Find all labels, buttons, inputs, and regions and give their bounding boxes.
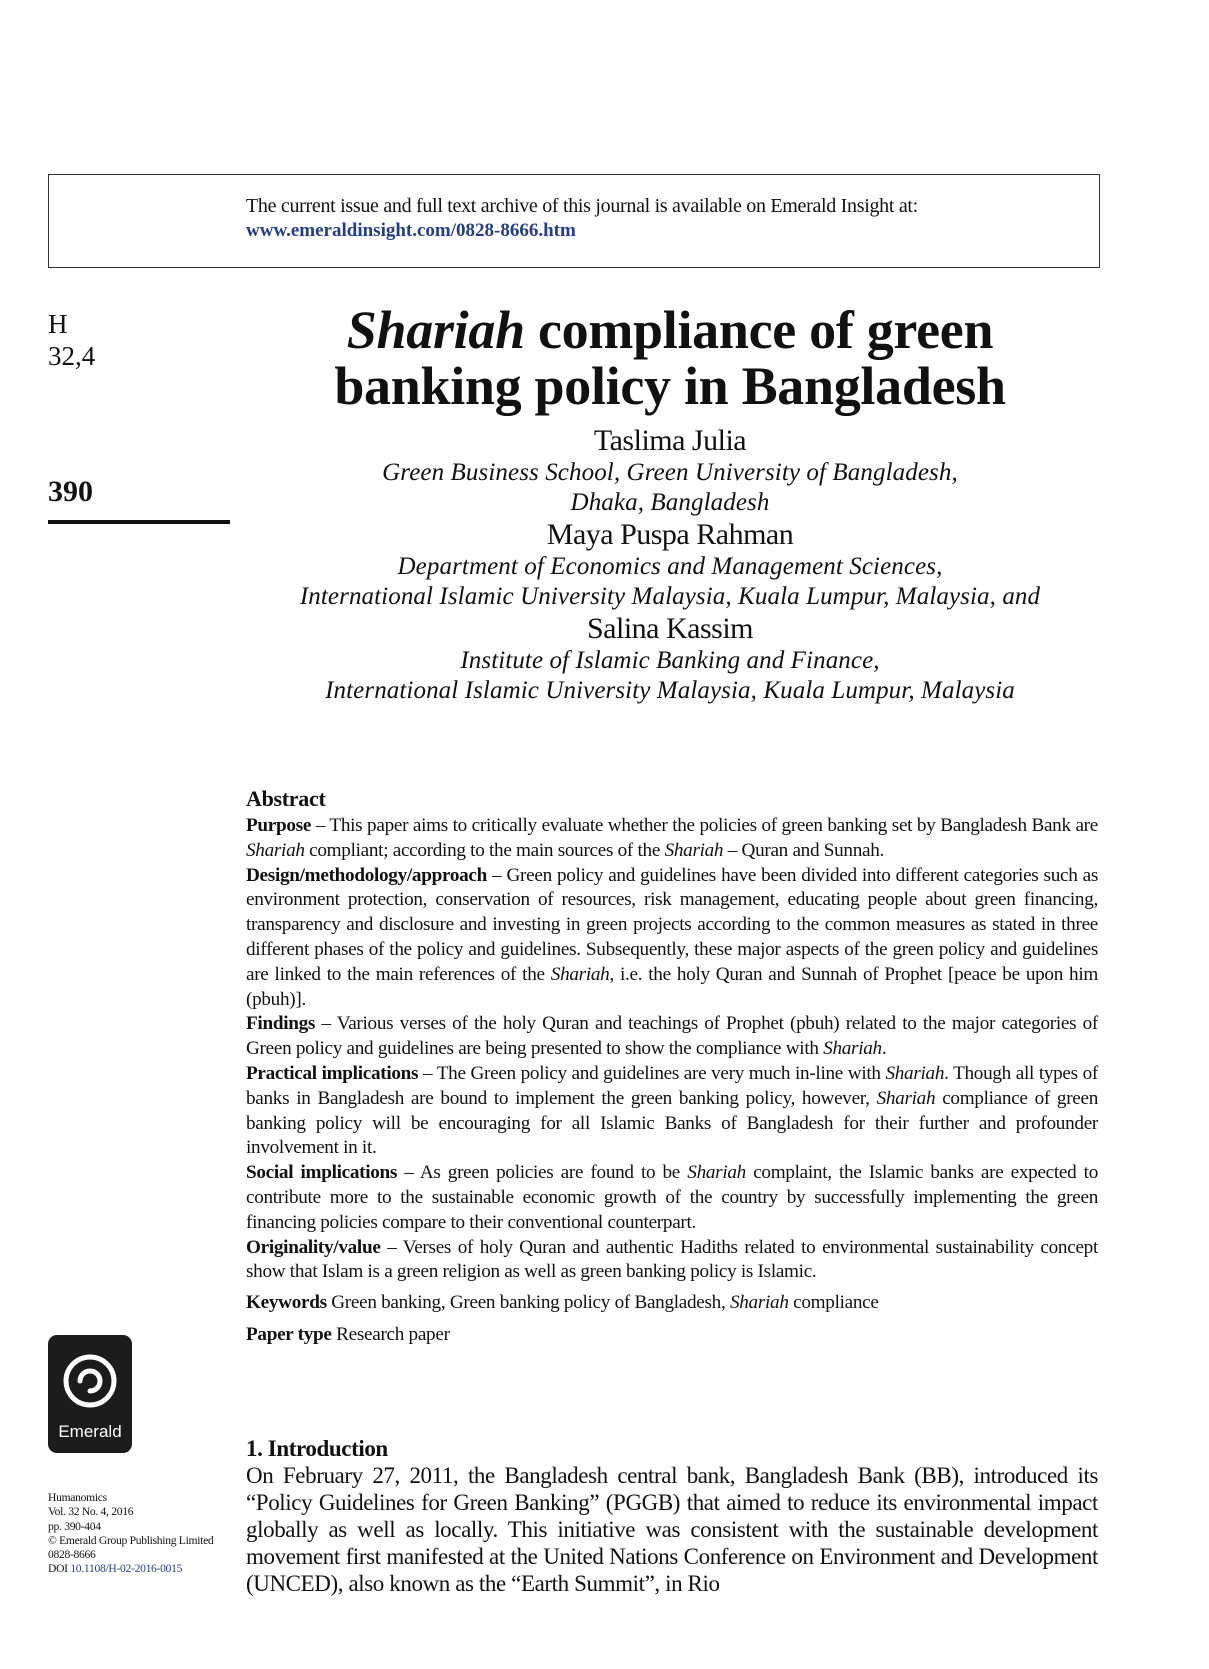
author-affiliation: Green Business School, Green University of Bangladesh, — [382, 459, 958, 486]
title-line-1-rest: compliance of green — [524, 300, 994, 360]
margin-divider — [48, 520, 230, 524]
abstract-label: Findings — [246, 1013, 316, 1035]
keywords-label: Keywords — [246, 1292, 327, 1314]
abstract-originality — [246, 1236, 1098, 1286]
abstract-text: . — [881, 1038, 887, 1060]
introduction-heading: 1. Introduction — [246, 1436, 388, 1461]
abstract-text: – As green policies are found to be — [397, 1162, 688, 1184]
author-affiliation: International Islamic University Malaysia, Kuala Lumpur, Malaysia — [325, 677, 1015, 704]
abstract-label: Design/methodology/approach — [246, 864, 488, 886]
pub-publisher: © Emerald Group Publishing Limited — [48, 1533, 214, 1547]
abstract-design — [246, 864, 1098, 1013]
pub-issn: 0828-8666 — [48, 1548, 96, 1562]
author-affiliation: Institute of Islamic Banking and Finance, — [460, 647, 880, 674]
keywords-text: Green banking, Green banking policy of Bangladesh, — [326, 1292, 730, 1314]
title-italic-word: Shariah — [346, 300, 525, 360]
journal-archive-link[interactable]: www.emeraldinsight.com/0828-8666.htm — [246, 220, 576, 241]
title-line-2: banking policy in Bangladesh — [334, 356, 1006, 416]
volume-issue: 32,4 — [48, 341, 96, 371]
author-affiliation: Dhaka, Bangladesh — [570, 489, 770, 516]
abstract-italic: Shariah — [246, 839, 305, 861]
emerald-logo — [48, 1335, 132, 1453]
emerald-swirl-icon — [60, 1349, 120, 1415]
abstract-practical-implications — [246, 1062, 1098, 1161]
abstract-text: complaint, the Islamic banks are expected to contribute more to the sustainable economic growth of the country by successfully implementing the green financing policies compare to their conventional counterpart. — [246, 1162, 1099, 1233]
abstract-italic: Shariah — [876, 1087, 936, 1109]
abstract-text: compliant; according to the main sources of the — [304, 839, 665, 861]
abstract-italic: Shariah — [885, 1062, 945, 1084]
abstract-italic: Shariah — [687, 1162, 746, 1184]
introduction-section — [246, 1436, 1098, 1597]
abstract-social-implications — [246, 1161, 1098, 1235]
article-title — [240, 302, 1100, 414]
pub-journal: Humanomics — [48, 1491, 107, 1504]
abstract-italic: Shariah — [664, 839, 724, 861]
archive-notice-box — [48, 174, 1100, 268]
abstract-text: – Green policy and guidelines have been divided into different categories such as environment protection, conservation of resources, risk management, educating people about green financing, transparency and disclosure and investing in green projects according to the common measures as stated in three different phases of the policy and guidelines. Subsequently, these major aspects of the green policy and guidelines are linked to the main references of the — [246, 864, 1098, 985]
paper-type-value: Research paper — [331, 1323, 450, 1345]
author-name: Salina Kassim — [587, 612, 753, 645]
abstract-label: Purpose — [246, 815, 312, 836]
doi-label: DOI — [48, 1562, 71, 1576]
abstract-heading: Abstract — [246, 786, 326, 811]
paper-type-label: Paper type — [246, 1323, 332, 1345]
pub-pages: pp. 390-404 — [48, 1519, 101, 1533]
doi-link[interactable]: 10.1108/H-02-2016-0015 — [70, 1562, 183, 1576]
keywords-text: compliance — [788, 1292, 879, 1314]
title-line-1 — [240, 302, 1100, 358]
abstract-section — [246, 786, 1098, 1348]
abstract-label: Social implications — [246, 1162, 398, 1184]
pub-doi — [48, 1562, 213, 1576]
pub-volume: Vol. 32 No. 4, 2016 — [48, 1505, 134, 1519]
abstract-text: compliance of green banking policy will be encouraging for all Islamic Banks of Bangladesh for their further and profounder involvement in it. — [246, 1087, 1099, 1159]
emerald-logo-word: Emerald — [58, 1422, 122, 1441]
author-affiliation: International Islamic University Malaysia, Kuala Lumpur, Malaysia, and — [299, 583, 1041, 610]
keywords — [246, 1291, 1098, 1316]
publication-info — [48, 1491, 213, 1577]
abstract-label: Originality/value — [246, 1236, 381, 1258]
abstract-findings — [246, 1012, 1098, 1062]
author-block — [240, 424, 1100, 706]
abstract-italic: Shariah — [550, 963, 610, 985]
keywords-italic: Shariah — [729, 1292, 789, 1314]
abstract-text: – The Green policy and guidelines are very much in-line with — [418, 1062, 886, 1084]
journal-code: H — [48, 309, 68, 339]
abstract-text: – Quran and Sunnah. — [723, 839, 885, 861]
archive-notice-text: The current issue and full text archive of this journal is available on Emerald Insight at: — [246, 195, 918, 217]
abstract-text: , i.e. the holy Quran and Sunnah of Prophet [peace be upon him (pbuh)]. — [246, 963, 1098, 1010]
abstract-text: – This paper aims to critically evaluate whether the policies of green banking set by Bangladesh Bank are — [311, 815, 1098, 836]
author-name: Maya Puspa Rahman — [546, 518, 794, 551]
author-affiliation: Department of Economics and Management Sciences, — [397, 553, 943, 580]
abstract-text: – Verses of holy Quran and authentic Hadiths related to environmental sustainability concept show that Islam is a green religion as well as green banking policy is Islamic. — [246, 1236, 1098, 1283]
abstract-label: Practical implications — [246, 1062, 419, 1084]
paper-type — [246, 1323, 1098, 1348]
introduction-paragraph: On February 27, 2011, the Bangladesh central bank, Bangladesh Bank (BB), introduced its “Policy Guidelines for Green Banking” (PGGB) that aimed to reduce its environmental impact globally as well as locally. This initiative was consistent with the sustainable development movement first manifested at the United Nations Conference on Environment and Development (UNCED), also known as the “Earth Summit”, in Rio — [246, 1463, 1098, 1596]
abstract-purpose — [246, 814, 1098, 864]
page-number: 390 — [48, 475, 93, 508]
abstract-text: . Though all types of banks in Bangladesh are bound to implement the green banking policy, however, — [246, 1062, 1098, 1109]
abstract-italic: Shariah — [823, 1038, 882, 1060]
author-name: Taslima Julia — [593, 424, 747, 457]
abstract-text: – Various verses of the holy Quran and teachings of Prophet (pbuh) related to the major categories of Green policy and guidelines are being presented to show the compliance with — [246, 1013, 1098, 1060]
